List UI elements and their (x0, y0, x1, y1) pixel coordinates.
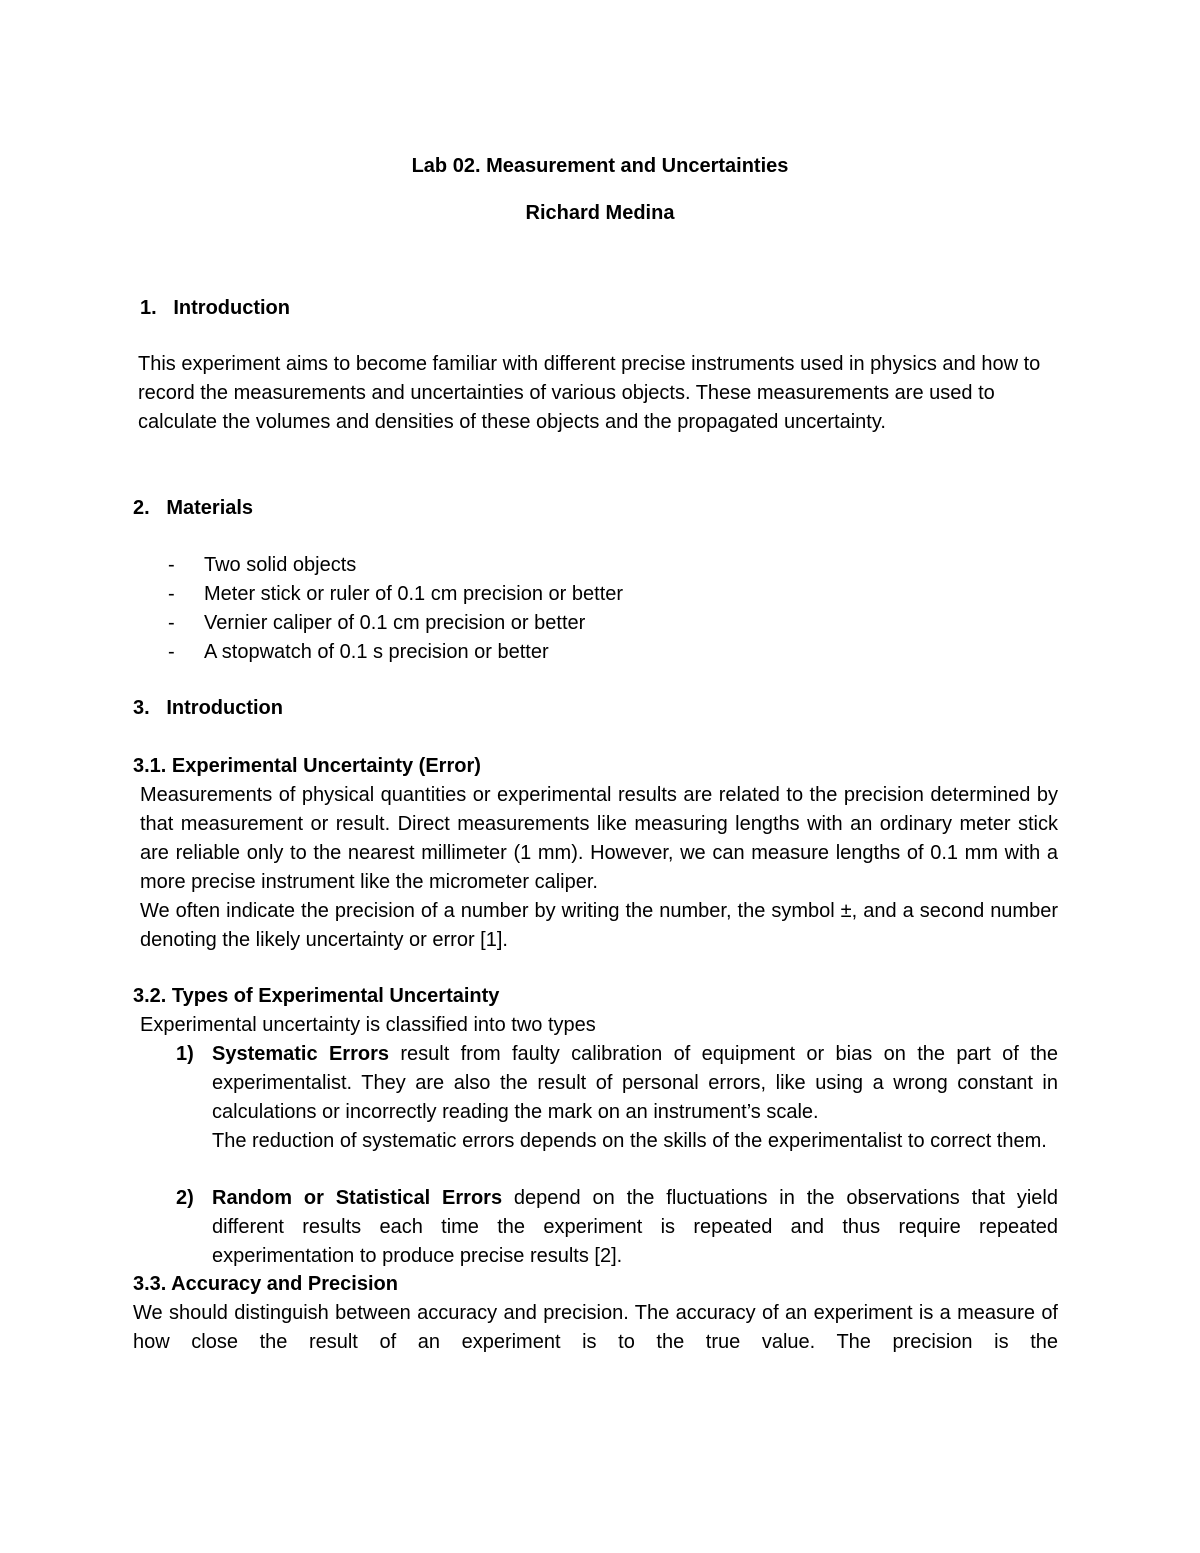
section-1-heading: 1. Introduction (140, 297, 290, 319)
bullet-dash: - (168, 641, 175, 663)
systematic-errors-item: Systematic Errors result from faulty calibration of equipment or bias on the part of the experimentalist. They are also the result of personal errors, like using a wrong constant in calculations or incorrectly reading the mark on an instrument’s scale. (212, 1043, 1058, 1123)
section-3-heading: 3. Introduction (133, 697, 283, 719)
bullet-dash: - (168, 612, 175, 634)
section-3-1-paragraph: Measurements of physical quantities or experimental results are related to the precision determined by that measurement or result. Direct measurements like measuring lengths with an ordinary meter stick are reliable only to the nearest millimeter (1 mm). However, we can measure lengths of 0.1 mm with a more precise instrument like the micrometer caliper. (140, 784, 1058, 893)
bullet-dash: - (168, 583, 175, 605)
random-errors-item: Random or Statistical Errors depend on the fluctuations in the observations that yield different results each time the experiment is repeated and thus require repeated experimentation to produce precise results [2]. (212, 1187, 1058, 1267)
section-3-3-paragraph: We should distinguish between accuracy and precision. The accuracy of an experiment is a measure of how close the result of an experiment is to the true value. The precision is the (133, 1302, 1058, 1353)
list-number: 2) (176, 1187, 194, 1209)
section-3-3-heading: 3.3. Accuracy and Precision (133, 1273, 398, 1295)
section-3-2-intro: Experimental uncertainty is classified into two types (140, 1014, 596, 1036)
author-name: Richard Medina (525, 202, 675, 224)
systematic-errors-note: The reduction of systematic errors depends on the skills of the experimentalist to correct them. (212, 1130, 1047, 1152)
section-3-1-heading: 3.1. Experimental Uncertainty (Error) (133, 755, 481, 777)
list-item: - A stopwatch of 0.1 s precision or better (168, 638, 549, 666)
document-title: Lab 02. Measurement and Uncertainties (411, 155, 789, 177)
section-1-paragraph: This experiment aims to become familiar with different precise instruments used in physics and how to record the measurements and uncertainties of various objects. These measurements are used to calculate the volumes and densities of these objects and the propagated uncertainty. (138, 353, 1041, 433)
section-2-heading: 2. Materials (133, 497, 254, 519)
list-item: - Vernier caliper of 0.1 cm precision or better (168, 609, 585, 637)
list-item: - Two solid objects (168, 551, 356, 579)
section-3-1-paragraph-2: We often indicate the precision of a number by writing the number, the symbol ±, and a second number denoting the likely uncertainty or error [1]. (140, 900, 1058, 951)
list-number: 1) (176, 1043, 194, 1065)
section-3-2-heading: 3.2. Types of Experimental Uncertainty (133, 985, 500, 1007)
bullet-dash: - (168, 554, 175, 576)
list-item: - Meter stick or ruler of 0.1 cm precision or better (168, 580, 623, 608)
